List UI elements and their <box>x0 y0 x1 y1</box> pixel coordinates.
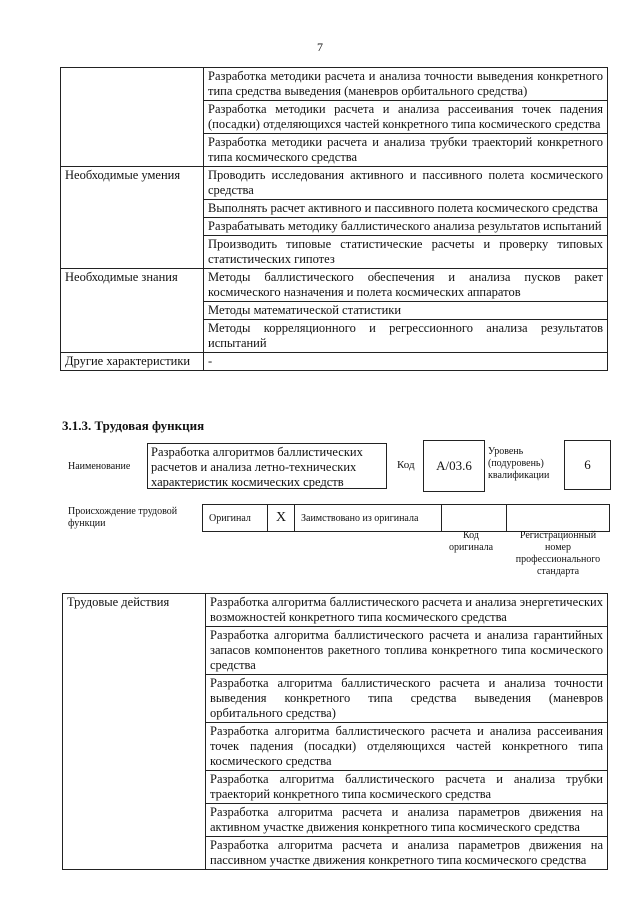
original-mark: X <box>268 505 295 532</box>
table-cell: - <box>204 353 608 371</box>
table-row <box>61 68 608 101</box>
code-box: А/03.6 <box>423 440 485 492</box>
original-label: Оригинал <box>203 505 268 532</box>
table-cell: Разработка методики расчета и анализа точности выведения конкретного типа средства выведения (маневров орбитального средства) <box>204 68 608 101</box>
other-label: Другие характеристики <box>61 353 204 371</box>
reg-number-label: Регистрационный номер профессионального стандарта <box>515 530 601 577</box>
table-cell: Разработка алгоритма баллистического расчета и анализа трубки траекторий конкретного типа космического средства <box>206 771 608 804</box>
table-cell: Методы баллистического обеспечения и анализа пусков ракет космического назначения и полета космических аппаратов <box>204 269 608 302</box>
name-label: Наименование <box>68 461 131 472</box>
section-title: 3.1.3. Трудовая функция <box>62 418 205 433</box>
table-row <box>63 594 608 627</box>
code-original-label: Код оригинала <box>448 530 494 553</box>
origin-table <box>202 504 610 532</box>
table-cell: Разработка алгоритма баллистического расчета и анализа энергетических возможностей конкретного типа космического средства <box>206 594 608 627</box>
table-cell: Разработка алгоритма баллистического расчета и анализа рассеивания точек падения (посадки) отделяющихся частей конкретного типа космического средства <box>206 723 608 771</box>
requirements-table <box>60 67 608 371</box>
table-cell: Производить типовые статистические расчеты и проверку типовых статистических гипотез <box>204 236 608 269</box>
labor-actions-table <box>62 593 608 870</box>
skills-label: Необходимые умения <box>61 167 204 269</box>
table-cell: Разрабатывать методику баллистического анализа результатов испытаний <box>204 218 608 236</box>
table-cell: Разработка алгоритма баллистического расчета и анализа гарантийных запасов компонентов ракетного топлива конкретного типа космического средства <box>206 627 608 675</box>
code-label: Код <box>397 459 415 471</box>
table-cell: Разработка алгоритма расчета и анализа параметров движения на активном участке движения конкретного типа космического средства <box>206 804 608 837</box>
table-cell: Разработка методики расчета и анализа трубки траекторий конкретного типа космического средства <box>204 134 608 167</box>
table-row <box>61 167 608 200</box>
table-row <box>61 269 608 302</box>
level-label: Уровень (подуровень) квалификации <box>488 446 550 481</box>
table-cell: Выполнять расчет активного и пассивного полета космического средства <box>204 200 608 218</box>
table-cell: Разработка методики расчета и анализа рассеивания точек падения (посадки) отделяющихся частей конкретного типа космического средства <box>204 101 608 134</box>
table-cell: Методы математической статистики <box>204 302 608 320</box>
row-label <box>61 68 204 167</box>
borrowed-label: Заимствовано из оригинала <box>295 505 442 532</box>
table-cell: Разработка алгоритма расчета и анализа параметров движения на пассивном участке движения конкретного типа космического средства <box>206 837 608 870</box>
function-name-box: Разработка алгоритмов баллистических расчетов и анализа летно-технических характеристик космических средств <box>147 443 387 489</box>
table-cell: Проводить исследования активного и пассивного полета космического средства <box>204 167 608 200</box>
page-number: 7 <box>317 40 323 54</box>
level-box: 6 <box>564 440 611 490</box>
table-row <box>61 353 608 371</box>
labor-actions-label: Трудовые действия <box>63 594 206 870</box>
table-cell: Методы корреляционного и регрессионного анализа результатов испытаний <box>204 320 608 353</box>
reg-number-cell <box>507 505 610 532</box>
code-original-cell <box>442 505 507 532</box>
knowledge-label: Необходимые знания <box>61 269 204 353</box>
origin-label: Происхождение трудовой функции <box>68 506 178 529</box>
table-cell: Разработка алгоритма баллистического расчета и анализа точности выведения конкретного типа средства выведения (маневров орбитального средства) <box>206 675 608 723</box>
